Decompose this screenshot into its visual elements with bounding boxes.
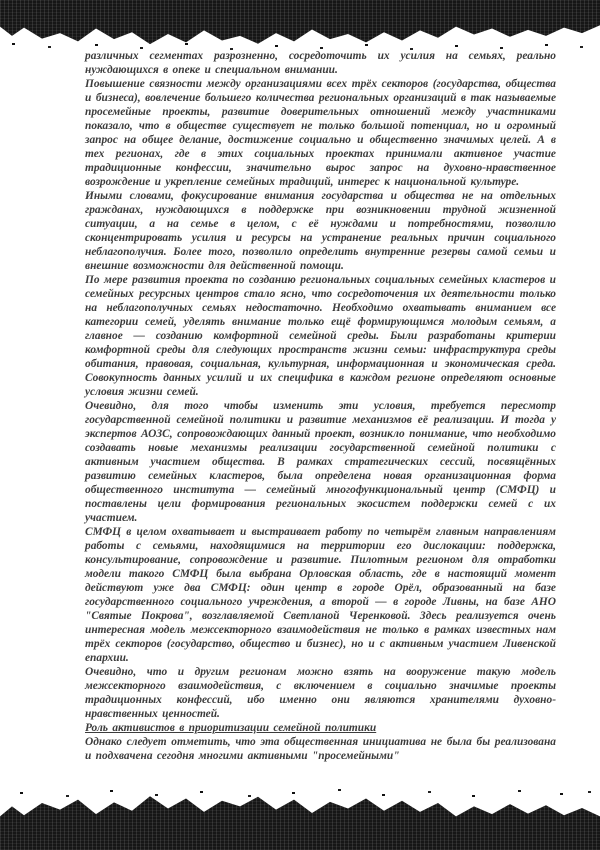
paragraph: Очевидно, для того чтобы изменить эти условия, требуется пересмотр государственной семейной политики и развитие механизмов её реализации. И тогда у экспертов АОЗС, сопровождающих данный проект, возникло понимание, что необходимо создавать новые механизмы реализации государственной семейной политики с активным участием общества. В рамках стратегических сессий, посвящённых развитию семейных кластеров, была определена новая организационная форма общественного института — семейный многофункциональный центр (СМФЦ) и поставлены цели формирования региональных экосистем поддержки семей с их участием. xyxy=(85,400,556,524)
scan-speckles-bottom xyxy=(0,795,3,797)
scan-artifact-bottom-edge xyxy=(0,794,600,850)
paragraph: Иными словами, фокусирование внимания государства и общества не на отдельных гражданах, нуждающихся в поддержке при возникновении трудной жизненной ситуации, а на семье в целом, с её нуждами и потребностями, позволило сконцентрировать усилия и ресурсы на устранение реальных причин социального неблагополучия. Более того, позволило определить внутренние резервы самой семьи и внешние возможности для действенной помощи. xyxy=(85,190,556,272)
paragraph: СМФЦ в целом охватывает и выстраивает работу по четырём главным направлениям работы с семьями, находящимися на территории его дислокации: поддержка, консультирование, сопровождение и развитие. Пилотным регионом для отработки модели такого СМФЦ была выбрана Орловская область, где в настоящий момент действуют уже два СМФЦ: один центр в городе Орёл, образованный на базе государственного социального учреждения, а второй — в городе Ливны, на базе АНО "Святые Покрова", возглавляемой Светланой Черенковой. Здесь реализуется очень интересная модель межсекторного взаимодействия не только в рамках известных нам трёх секторов (государство, общество и бизнес), но и с активным участием Ливенской епархии. xyxy=(85,526,556,664)
paragraph: Повышение связности между организациями всех трёх секторов (государства, общества и бизнеса), вовлечение большего количества региональных организаций в так называемые просемейные проекты, развитие доверительных отношений между участниками показало, что в обществе существует не только большой потенциал, но и огромный запрос на общее делание, достижение социально и общественно значимых целей. А в тех регионах, где в этих социальных проектах принимали активное участие традиционные конфессии, значительно вырос запрос на духовно-нравственное возрождение и укрепление семейных традиций, интерес к национальной культуре. xyxy=(85,78,556,188)
paragraph: различных сегментах разрозненно, сосредоточить их усилия на семьях, реально нуждающихся в опеке и специальном внимании. xyxy=(85,50,556,76)
scan-speckles-top xyxy=(0,43,3,45)
document-text xyxy=(85,49,556,763)
paragraph: Очевидно, что и другим регионам можно взять на вооружение такую модель межсекторного взаимодействия, с включением в социально значимые проекты традиционных конфессий, ибо именно они являются хранителями духовно-нравственных ценностей. xyxy=(85,666,556,720)
paragraph: Однако следует отметить, что эта общественная инициатива не была бы реализована и подхвачена сегодня многими активными "просемейными" xyxy=(85,736,556,762)
paragraph: По мере развития проекта по созданию региональных социальных семейных кластеров и семейных ресурсных центров стало ясно, что сосредоточения их деятельности только на неблагополучных семьях недостаточно. Необходимо охватывать вниманием все категории семей, уделять внимание только ещё формирующимся молодым семьям, а главное — созданию комфортной семейной среды. Были разработаны критерии комфортной среды для следующих пространств жизни семьи: инфраструктура среды обитания, правовая, социальная, культурная, информационная и экономическая среда. Совокупность данных усилий и их специфика в каждом регионе определяют основные условия жизни семей. xyxy=(85,274,556,398)
section-heading: Роль активистов в приоритизации семейной политики xyxy=(85,722,377,734)
scan-artifact-top-edge xyxy=(0,0,600,46)
